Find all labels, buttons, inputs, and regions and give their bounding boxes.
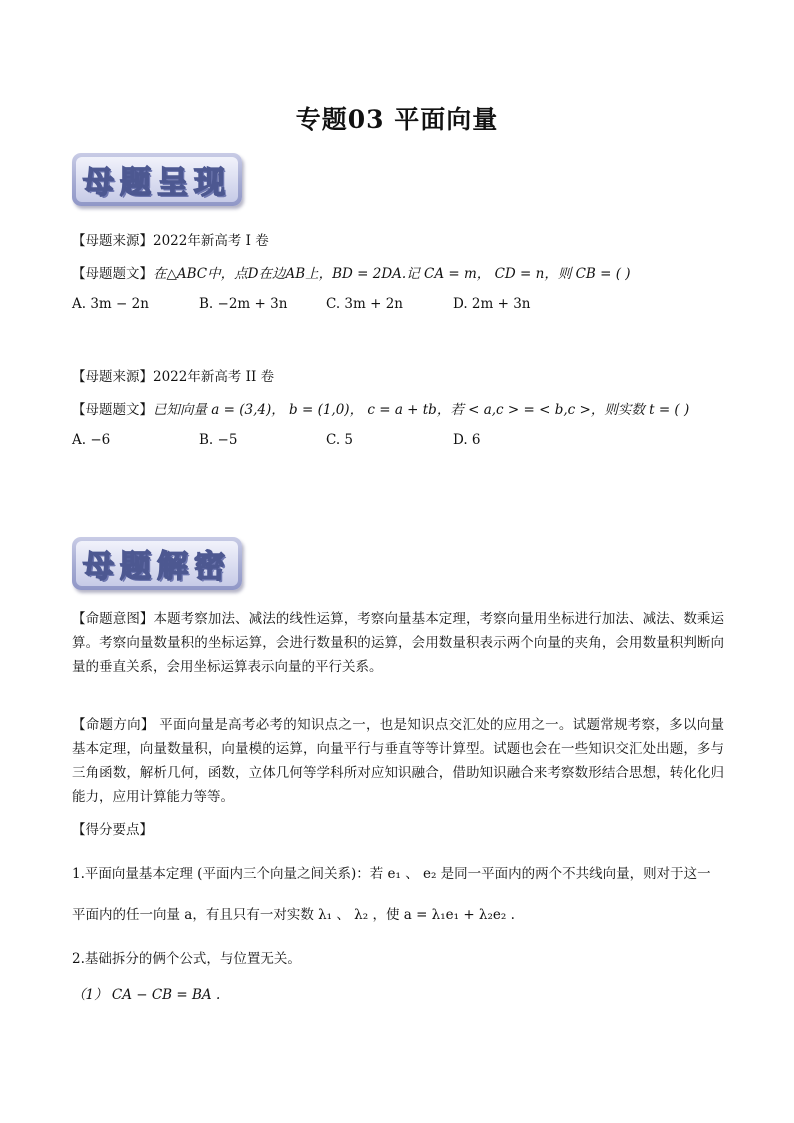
- points-heading: 【得分要点】: [72, 822, 153, 838]
- q1-options: [72, 296, 632, 312]
- direction-paragraph: [72, 713, 724, 809]
- formula-1: （1） CA − CB = BA .: [72, 987, 221, 1003]
- formula-heading: 2.基础拆分的俩个公式，与位置无关。: [72, 951, 301, 967]
- option-d: D. 6: [453, 432, 481, 448]
- intent-paragraph: [72, 607, 724, 679]
- source-text: 2022年新高考 I 卷: [153, 233, 269, 249]
- q2-options: [72, 432, 632, 448]
- option-a: A. −6: [72, 432, 111, 448]
- option-d: D. 2m + 3n: [453, 296, 531, 312]
- question-text: 在△ABC中，点D在边AB上，BD = 2DA.记 CA = m， CD = n，则 CB = ( ): [153, 266, 631, 282]
- banner-label: 母题呈现: [83, 165, 231, 201]
- section-banner-problems: [72, 153, 242, 206]
- page-title: 专题03 平面向量: [295, 105, 499, 134]
- theorem-line-2: 平面内的任一向量 a，有且只有一对实数 λ₁ 、 λ₂ ，使 a = λ₁e₁ + λ₂e₂ .: [72, 907, 515, 923]
- q1-question: [72, 262, 631, 282]
- question-tag: 【母题题文】: [72, 266, 153, 282]
- option-c: C. 3m + 2n: [326, 296, 403, 312]
- question-tag: 【母题题文】: [72, 402, 153, 418]
- option-b: B. −2m + 3n: [199, 296, 288, 312]
- option-c: C. 5: [326, 432, 354, 448]
- section-banner-analysis: [72, 537, 242, 590]
- source-text: 2022年新高考 II 卷: [153, 369, 275, 385]
- banner-label: 母题解密: [83, 549, 231, 585]
- q2-question: [72, 398, 689, 418]
- direction-tag: 【命题方向】: [72, 717, 155, 733]
- intent-text: 本题考察加法、减法的线性运算，考察向量基本定理，考察向量用坐标进行加法、减法、数乘运算。考察向量数量积的坐标运算，会进行数量积的运算，会用数量积表示两个向量的夹角，会用数量积判断向量的垂直关系，会用坐标运算表示向量的平行关系。: [72, 611, 725, 675]
- intent-tag: 【命题意图】: [72, 611, 154, 627]
- question-text: 已知向量 a = (3,4)， b = (1,0)， c = a + tb，若 < a,c > = < b,c >，则实数 t = ( ): [153, 402, 690, 418]
- q2-source: [72, 365, 274, 385]
- direction-text: 平面向量是高考必考的知识点之一，也是知识点交汇处的应用之一。试题常规考察，多以向量基本定理，向量数量积，向量模的运算，向量平行与垂直等等计算型。试题也会在一些知识交汇处出题，多与三角函数，解析几何，函数，立体几何等学科所对应知识融合，借助知识融合来考察数形结合思想，转化化归能力，应用计算能力等等。: [72, 717, 724, 805]
- source-tag: 【母题来源】: [72, 233, 153, 249]
- source-tag: 【母题来源】: [72, 369, 153, 385]
- option-b: B. −5: [199, 432, 238, 448]
- option-a: A. 3m − 2n: [72, 296, 149, 312]
- theorem-line-1: 1.平面向量基本定理 (平面内三个向量之间关系)：若 e₁ 、 e₂ 是同一平面内的两个不共线向量，则对于这一: [72, 866, 711, 882]
- q1-source: [72, 229, 269, 249]
